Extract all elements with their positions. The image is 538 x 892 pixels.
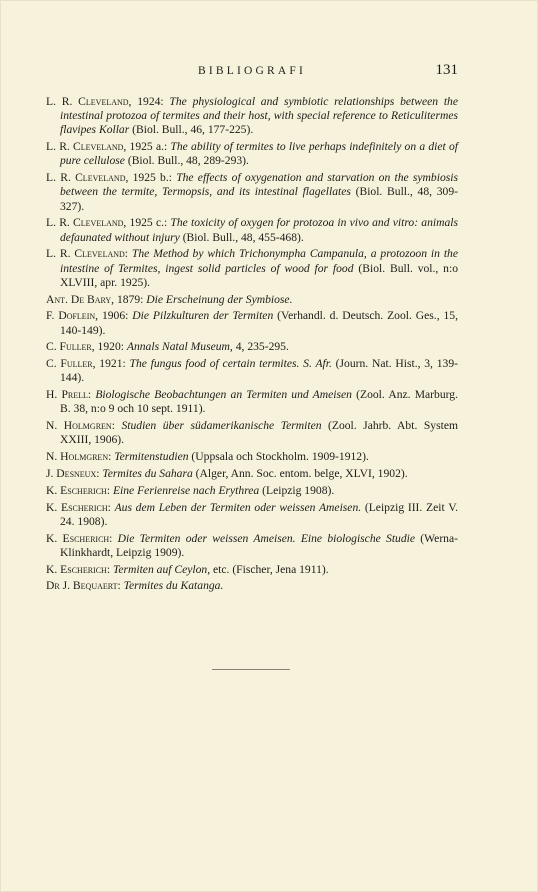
bibliography-entry xyxy=(46,340,458,354)
bibliography-entry xyxy=(46,532,458,560)
entry-title: The ability of termites to live perhaps indefinitely on a diet of pure cellulose xyxy=(60,140,458,168)
entry-year: 1906: xyxy=(98,309,133,323)
entry-title: Aus dem Leben der Termiten oder weissen Ameisen. xyxy=(114,500,362,514)
entry-author: C. Fuller, xyxy=(46,340,95,354)
bibliography-entry xyxy=(46,579,458,593)
entry-publication: (Biol. Bull., 48, 289-293). xyxy=(124,154,249,168)
entry-author: K. Escherich: xyxy=(46,500,111,514)
entry-year: 1879: xyxy=(114,292,147,306)
entry-publication: (Verhandl. d. Deutsch. Zool. Ges., 15, 140-149). xyxy=(60,309,459,337)
bibliography-entry xyxy=(46,467,458,481)
entry-publication: (Zool. Anz. Marburg. B. 38, n:o 9 och 10 sept. 1911). xyxy=(60,388,458,416)
entry-author: L. R. Cleveland, xyxy=(46,216,127,230)
entry-year: 1921: xyxy=(95,357,130,371)
entry-author: N. Holmgren: xyxy=(46,419,115,433)
entry-title: Eine Ferienreise nach Erythrea xyxy=(112,483,260,497)
end-rule xyxy=(212,669,290,670)
entry-publication: (Leipzig 1908). xyxy=(259,483,335,497)
bibliography-entry xyxy=(46,309,458,337)
entry-author: L. R. Cleveland, xyxy=(46,171,129,185)
entry-publication: (Uppsala och Stockholm. 1909-1912). xyxy=(188,450,369,464)
entry-author: F. Doflein, xyxy=(46,309,99,323)
entry-year: 1925 b.: xyxy=(128,171,177,185)
entry-publication: (Biol. Bull., 48, 309-327). xyxy=(60,185,458,213)
bibliography-entry xyxy=(46,247,458,290)
entry-title: Die Termiten oder weissen Ameisen. Eine biologische Studie xyxy=(117,531,416,545)
entry-author: L. R. Cleveland, xyxy=(46,95,132,108)
bibliography-entry xyxy=(46,216,458,244)
bibliography-list xyxy=(46,95,458,596)
entry-publication: (Alger, Ann. Soc. entom. belge, XLVI, 1902). xyxy=(192,467,408,480)
entry-publication: (Leipzig III. Zeit V. 24. 1908). xyxy=(60,500,458,528)
entry-publication: etc. (Fischer, Jena 1911). xyxy=(210,562,329,576)
entry-author: N. Holmgren: xyxy=(46,450,112,464)
entry-title: The fungus food of certain termites. S. Afr. xyxy=(129,357,332,371)
entry-author: C. Fuller, xyxy=(46,357,96,371)
entry-year: 1925 a.: xyxy=(126,140,171,154)
entry-year: 1920: xyxy=(94,340,127,354)
entry-title: Annals Natal Museum, xyxy=(126,340,233,354)
entry-year: 1925 c.: xyxy=(126,216,171,230)
bibliography-entry xyxy=(46,140,458,168)
entry-author: H. Prell: xyxy=(46,388,92,402)
bibliography-entry xyxy=(46,95,458,138)
bibliography-entry xyxy=(46,419,458,447)
entry-title: Termiten auf Ceylon, xyxy=(112,562,211,576)
entry-author: Ant. De Bary, xyxy=(46,292,115,306)
entry-publication: (Biol. Bull., 46, 177-225). xyxy=(129,123,254,137)
entry-author: L. R. Cleveland: xyxy=(46,247,129,261)
entry-author: J. Desneux: xyxy=(46,467,100,480)
bibliography-entry xyxy=(46,357,458,385)
bibliography-entry xyxy=(46,293,458,307)
entry-publication: (Journ. Nat. Hist., 3, 139-144). xyxy=(60,357,458,385)
entry-year: 1924: xyxy=(131,95,170,108)
entry-title: The effects of oxygenation and starvation on the symbiosis between the termite, Termopsis, and its intestinal flagellates xyxy=(60,171,458,199)
entry-title: The physiological and symbiotic relationships between the intestinal protozoa of termites and their host, with special reference to Reticulitermes flavipes Kollar xyxy=(60,95,458,137)
bibliography-entry xyxy=(46,388,458,416)
entry-title: Termitenstudien xyxy=(114,450,189,464)
entry-publication: (Biol. Bull. vol., n:o XLVIII, apr. 1925). xyxy=(60,261,458,289)
entry-author: K. Escherich: xyxy=(46,531,113,545)
bibliography-entry xyxy=(46,501,458,529)
entry-title: Die Pilzkulturen der Termiten xyxy=(132,309,274,323)
page-number: 131 xyxy=(435,62,458,78)
entry-author: L. R. Cleveland, xyxy=(46,140,127,154)
entry-publication: 4, 235-295. xyxy=(232,340,289,354)
entry-title: Studien über südamerikanische Termiten xyxy=(121,419,322,433)
bibliography-entry xyxy=(46,450,458,464)
running-head: BIBLIOGRAFI xyxy=(197,65,307,77)
page-header xyxy=(46,62,458,84)
entry-title: The toxicity of oxygen for protozoa in vivo and vitro: animals defaunated without injury xyxy=(60,216,458,244)
entry-author: K. Escherich: xyxy=(46,562,111,576)
entry-publication: (Werna-Klinkhardt, Leipzig 1909). xyxy=(60,531,458,559)
entry-title: The Method by which Trichonympha Campanula, a protozoon in the intestine of Termites, ingest solid particles of wood for food xyxy=(60,247,458,275)
bibliography-entry xyxy=(46,171,458,214)
entry-author: Dr J. Bequaert: xyxy=(46,579,121,593)
entry-title: Die Erscheinung der Symbiose. xyxy=(146,292,293,306)
entry-title: Termites du Katanga. xyxy=(123,579,224,593)
bibliography-entry xyxy=(46,563,458,577)
entry-author: K. Escherich: xyxy=(46,483,111,497)
entry-title: Termites du Sahara xyxy=(102,467,193,480)
entry-publication: (Zool. Jahrb. Abt. System XXIII, 1906). xyxy=(60,419,458,447)
entry-title: Biologische Beobachtungen an Termiten und Ameisen xyxy=(95,388,352,402)
bibliography-entry xyxy=(46,484,458,498)
entry-publication: (Biol. Bull., 48, 455-468). xyxy=(179,230,304,244)
